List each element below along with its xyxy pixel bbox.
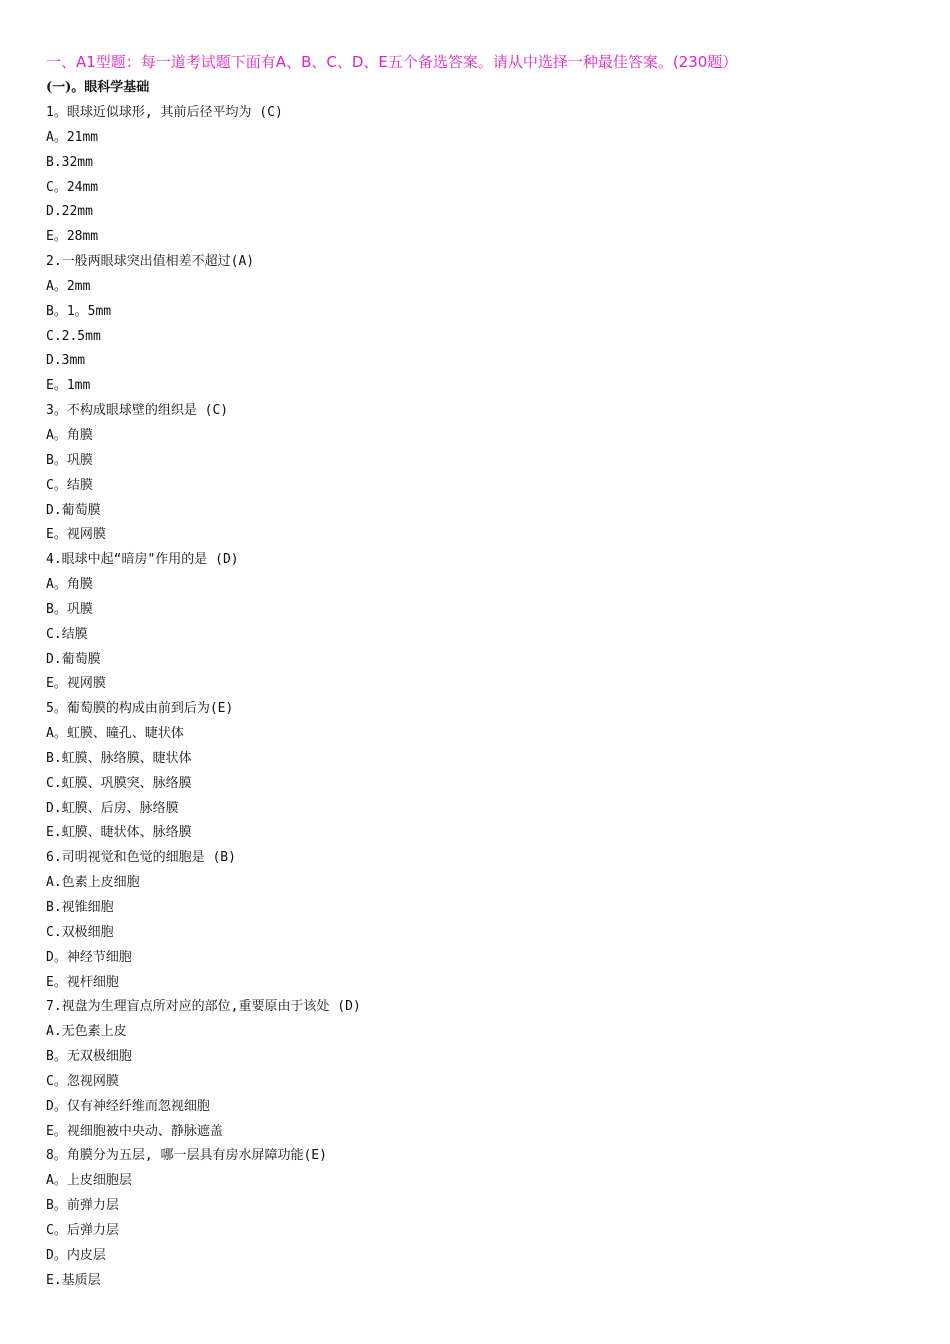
answer-option: B。前弹力层 [46,1198,119,1214]
answer-option: D.22mm [46,204,93,220]
answer-option: D。神经节细胞 [46,949,132,965]
answer-option: A。虹膜、瞳孔、睫状体 [46,726,184,742]
document-page [46,50,906,1294]
answer-option: E。28mm [46,229,99,245]
question-type-heading: 一、A1型题：每一道考试题下面有A、B、C、D、E五个备选答案。请从中选择一种最佳答案。(230题） [46,53,738,71]
answer-option: C.2.5mm [46,328,101,344]
answer-option: E。视网膜 [46,527,106,543]
answer-option: D.葡萄膜 [46,651,101,667]
answer-option: B。1。5mm [46,303,112,319]
answer-option: E。1mm [46,378,91,394]
answer-option: C。后弹力层 [46,1222,119,1238]
question-text: 8。角膜分为五层, 哪一层具有房水屏障功能(E) [46,1148,327,1164]
answer-option: A.色素上皮细胞 [46,875,140,891]
question-text: 3。不构成眼球壁的组织是 (C) [46,403,229,419]
answer-option: B.视锥细胞 [46,900,114,915]
answer-option: D.葡萄膜 [46,502,101,518]
question-text: 4.眼球中起“暗房"作用的是 (D) [46,552,239,568]
question-text: 2.一般两眼球突出值相差不超过(A) [46,254,255,270]
question-text: 7.视盘为生理盲点所对应的部位,重要原由于该处 (D) [46,999,361,1015]
answer-option: A。角膜 [46,577,93,593]
answer-option: A。角膜 [46,427,93,443]
answer-option: C。结膜 [46,477,93,493]
answer-option: C.双极细胞 [46,924,114,940]
answer-option: E。视网膜 [46,676,106,692]
answer-option: D。内皮层 [46,1247,106,1263]
answer-option: D.3mm [46,353,86,369]
answer-option: B.虹膜、脉络膜、睫状体 [46,750,192,766]
question-text: 1。眼球近似球形, 其前后径平均为 (C) [46,105,283,120]
answer-option: C。忽视网膜 [46,1073,119,1089]
answer-option: C.虹膜、巩膜突、脉络膜 [46,775,192,791]
answer-option: E。视细胞被中央动、静脉遮盖 [46,1123,223,1139]
answer-option: E.虹膜、睫状体、脉络膜 [46,825,192,841]
question-text: 6.司明视觉和色觉的细胞是 (B) [46,850,236,866]
answer-option: A。上皮细胞层 [46,1173,132,1189]
answer-option: B。巩膜 [46,452,93,468]
answer-option: D。仅有神经纤维而忽视细胞 [46,1098,210,1114]
question-text: 5。葡萄膜的构成由前到后为(E) [46,701,234,717]
answer-option: E。视杆细胞 [46,974,119,990]
answer-option: B。巩膜 [46,601,93,617]
answer-option: B。无双极细胞 [46,1049,132,1065]
section-title: (一)。眼科学基础 [46,80,150,95]
question-list [46,101,906,1294]
answer-option: A.无色素上皮 [46,1024,127,1040]
answer-option: E.基质层 [46,1272,101,1288]
answer-option: C.结膜 [46,626,88,642]
answer-option: C。24mm [46,179,99,195]
answer-option: B.32mm [46,154,93,170]
answer-option: A。2mm [46,278,91,294]
answer-option: D.虹膜、后房、脉络膜 [46,800,179,816]
answer-option: A。21mm [46,129,99,145]
